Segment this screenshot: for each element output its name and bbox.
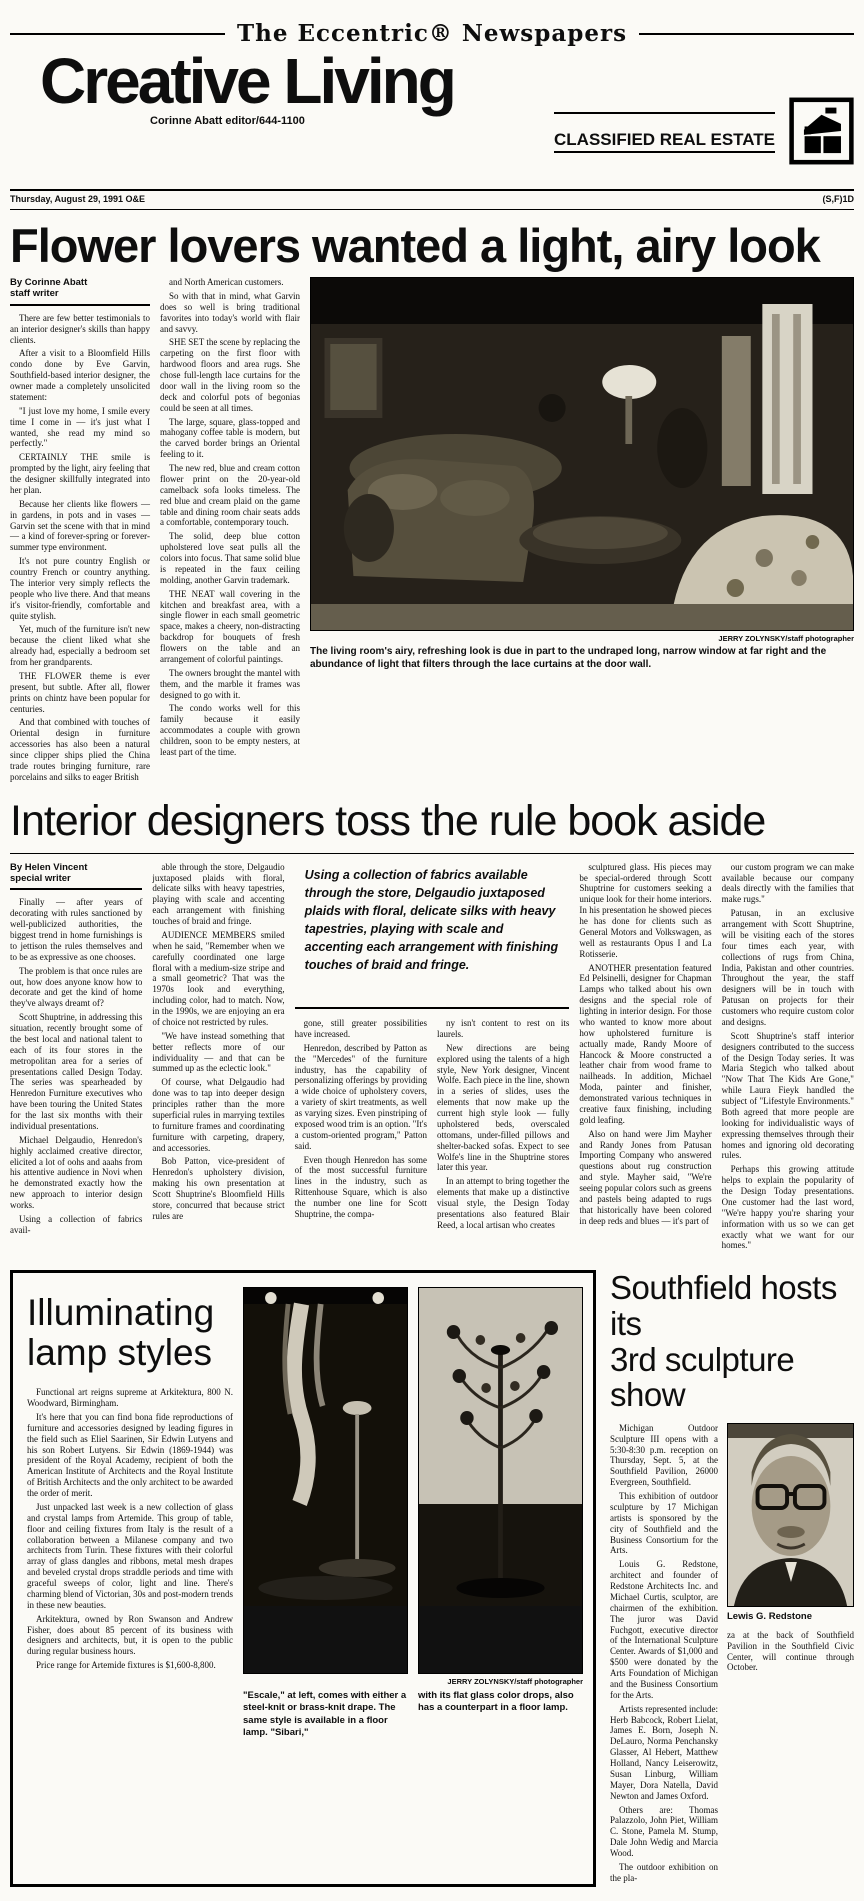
headline-line1: Illuminating xyxy=(27,1292,215,1334)
house-logo-icon xyxy=(789,83,854,179)
headline-line2: lamp styles xyxy=(27,1332,213,1374)
lamps-text-column xyxy=(27,1287,233,1674)
masthead-left xyxy=(10,45,554,127)
lampbox-grid xyxy=(27,1287,583,1739)
paragraph: Yet, much of the furniture isn't new because the client liked what she already had, especially a bedroom set from her grandparents. xyxy=(10,624,150,668)
paragraph: gone, still greater possibilities have increased. xyxy=(294,1018,427,1039)
date-line: Thursday, August 29, 1991 O&E xyxy=(10,194,146,204)
paragraph: In an attempt to bring together the elements that make up a distinctive visual style, the Design Today presentations also featured Blair Reed, a local artisan who creates xyxy=(436,1176,570,1230)
paragraph: The problem is that once rules are out, how does anyone know how to decorate and get the kind of home they've always dreamt of? xyxy=(10,965,143,1009)
paragraph: It's not pure country English or country French or country anything. The interior very simply reflects the people who live there. And that means it's visitor-friendly, comfortable and quite stylish. xyxy=(10,556,150,621)
paragraph: The outdoor exhibition on the pla- xyxy=(610,1861,718,1883)
flower-col1-text xyxy=(10,313,150,783)
paragraph: The owners brought the mantel with them, and the marble it frames was designed to go with it. xyxy=(160,667,300,700)
headline-rule-book: Interior designers toss the rule book aside xyxy=(10,796,766,845)
article-sculpture xyxy=(610,1270,854,1886)
masthead-main xyxy=(10,45,854,179)
paragraph: THE NEAT wall covering in the kitchen and breakfast area, with a single flower in each small geometric space, makes a cheery, non-distracting backdrop for bouquets of fresh flowers on the table and an arrangement of colorful paintings. xyxy=(160,588,300,664)
bottom-section xyxy=(10,1270,854,1886)
sculpture-continuation xyxy=(727,1630,854,1674)
headline-line1: Southfield hosts its xyxy=(610,1269,837,1342)
paragraph: Scott Shuptrine, in addressing this situation, recently brought some of the best local and national talent to each of its four stores in the metropolitan area for a series of presentations called Design Today. The series was spearheaded by Henredon Furniture executives who have been touring the United States for the last six months with their individual presentations. xyxy=(10,1012,143,1131)
byline-corinne-abatt xyxy=(10,277,150,306)
paragraph: There are few better testimonials to an interior designer's skills than happy clients. xyxy=(10,312,150,345)
headline-line2: 3rd sculpture show xyxy=(610,1340,795,1414)
designers-column-6 xyxy=(722,862,854,1255)
paragraph: Artists represented include: Herb Babcock, Robert Lielat, James E. Born, Joseph N. DeLauro, Norma Penchansky Glasser, Al Hebert, Matthew Holland, Nancy Leiserowitz, Susan Linburg, William Mayer, Dora Natella, David Newton and James Oxford. xyxy=(610,1703,718,1801)
paragraph: able through the store, Delgaudio juxtaposed plaids with floral, delicate silks with heavy tapestries, playing with scale and accenting each arrangement with finishing touches of braid and fringe. xyxy=(152,861,285,927)
designers-column-4 xyxy=(437,1018,569,1254)
paragraph: And that combined with touches of Oriental design in furniture accessories has also been a natural since clipper ships plied the China trade routes bringing furniture, rare porcelains and silks to eager British xyxy=(10,717,150,782)
paragraph: and North American customers. xyxy=(169,277,284,287)
paragraph: ny isn't content to rest on its laurels. xyxy=(436,1018,570,1039)
classified-real-estate-label: CLASSIFIED REAL ESTATE xyxy=(554,130,775,153)
designers-col1-text xyxy=(10,897,142,1235)
flower-photo-caption: The living room's airy, refreshing look is due in part to the undraped long, narrow window at far right and the abundance of light that filters through the lace curtains at the door wall. xyxy=(310,646,827,670)
paragraph: AUDIENCE MEMBERS smiled when he said, "Remember when we carefully coordinated one large floral with a medium-size stripe and a small geometric? That was the 1970s look and everything, including color, had to match. Now, in the 1990s, we are enjoying an era of choice not restricted by rules. xyxy=(152,929,285,1027)
living-room-photo-art xyxy=(311,278,853,630)
editor-line: Corinne Abatt editor/644-1100 xyxy=(150,115,305,127)
designers-column-1 xyxy=(10,862,142,1255)
paragraph: Michael Delgaudio, Henredon's highly acclaimed creative director, elicited a lot of oohs and aaahs from his attentive audience in Novi when he demonstrated exactly how the new approach to interior design works. xyxy=(10,1134,143,1211)
byline-role: special writer xyxy=(10,873,71,885)
paragraph: New directions are being explored using the talents of a high style, New York designer, Vincent Wolfe. Each piece in the line, shown in a series of slides, uses the elements that now make up the current high style look — fully upholstered beds, overscaled ottomans, under-filled pillows and shelter-backed sofas. Expect to see Wolfe's line in the Shuptrine stores later this year. xyxy=(436,1042,570,1173)
lamps-photo-credit: JERRY ZOLYNSKY/staff photographer xyxy=(447,1677,583,1687)
designers-col2-text xyxy=(152,862,284,1222)
article-designers-body xyxy=(10,853,854,1255)
redstone-portrait-photo xyxy=(727,1423,854,1607)
paragraph: Perhaps this growing attitude helps to explain the popularity of the Design Today presentations. One customer had the last word, "We're happy you're sharing your information with us so we can get exactly what we want for our homes." xyxy=(721,1164,854,1251)
classified-wrap xyxy=(554,112,775,150)
pull-quote: Using a collection of fabrics available through the store, Delgaudio juxtaposed plaids with floral, delicate silks with heavy tapestries, playing with scale and accenting each arrangement with finishing touches of braid and fringe. xyxy=(295,862,570,1009)
paragraph: The large, square, glass-topped and mahogany coffee table is modern, but the carved border brings an Oriental feeling to it. xyxy=(160,416,300,460)
paragraph: The condo works well for this family because it easily accommodates a couple with grown children, soon to be empty nesters, at least part of the time. xyxy=(160,703,300,757)
byline-role: staff writer xyxy=(10,288,59,300)
paragraph: This exhibition of outdoor sculpture by 17 Michigan artists is sponsored by the city of Southfield and the Business Consortium for the Arts. xyxy=(610,1491,718,1556)
paragraph: Also on hand were Jim Mayher and Randy Jones from Patusan Importing Company who answered questions about rug construction and style. Mayher said, "We're seeing popular colors such as greens and pastels being adapted to rugs that historically have been colored in deep reds and blues — it's part of xyxy=(579,1128,712,1226)
byline-name: By Helen Vincent xyxy=(10,861,88,873)
designers-column-2 xyxy=(152,862,284,1255)
paragraph: THE FLOWER theme is ever present, but subtle. After all, flower prints on chintz have been popular for centuries. xyxy=(10,670,150,714)
paragraph: Just unpacked last week is a new collection of glass and crystal lamps from Artemide. This group of table, floor and ceiling fixtures from Italy is the result of a collaboration between a Milanese company and two architects from Turin. These fixtures with their colorful array of glass dangles and ribbons, metal mesh drapes and beveled crystal drops straddle periods and time with graceful sweeps of color, light and line. There's charming blend of Victorian, 30s and post-modern trends in these new beauties. xyxy=(27,1501,233,1610)
sculpture-text-column xyxy=(610,1423,718,1887)
escale-lamp-photo-art xyxy=(244,1288,407,1606)
flower-col2-text xyxy=(160,277,300,758)
masthead-top xyxy=(10,20,854,47)
designers-column-3 xyxy=(295,1018,427,1254)
headline-sculpture-show xyxy=(610,1270,854,1413)
masthead-right xyxy=(554,49,854,179)
newspaper-name: The Eccentric® Newspapers xyxy=(236,20,628,47)
paragraph: Finally — after years of decorating with rules sanctioned by well-publicized authorities, the biggest trend in home furnishings is to jettison the rules themselves and to be as expressive as one chooses. xyxy=(10,897,143,962)
lamps-body-text xyxy=(27,1387,233,1671)
sculpture-photo-column xyxy=(727,1423,854,1887)
headline-flower-lovers: Flower lovers wanted a light, airy look xyxy=(10,219,820,272)
masthead-rule-left xyxy=(10,33,225,35)
lamps-caption-row xyxy=(243,1690,583,1739)
paragraph: "We have instead something that better reflects more of our individuality — and that can be summed up as the eclectic look." xyxy=(152,1030,285,1074)
designers-col4-text xyxy=(437,1018,569,1231)
escale-lamp-photo xyxy=(243,1287,408,1674)
paragraph: Bob Patton, vice-president of Henredon's upholstery division, making his own presentation at Scott Shuptrine's Bloomfield Hills store, concurred that because strict rules are xyxy=(152,1156,285,1221)
designers-column-5 xyxy=(579,862,711,1255)
flower-photo-block xyxy=(310,277,854,786)
masthead-rule-right xyxy=(639,33,854,35)
flower-photo-credit: JERRY ZOLYNSKY/staff photographer xyxy=(718,634,854,643)
designers-col5-text xyxy=(579,862,711,1227)
paragraph: Even though Henredon has some of the most successful furniture lines in the industry, such as Rittenhouse Square, which is also the number one line for Scott Shuptrine, the compa- xyxy=(294,1154,427,1219)
lamps-caption-left: "Escale," at left, comes with either a steel-knit or brass-knit drape. The same style is available in a floor lamp. "Sibari," xyxy=(243,1690,407,1739)
redstone-portrait-art xyxy=(728,1424,853,1606)
designers-col6-text xyxy=(722,862,854,1252)
continuation-text: za at the back of Southfield Pavilion in the Southfield Civic Center, will continue through October. xyxy=(727,1629,854,1673)
byline-name: By Corinne Abatt xyxy=(10,277,88,288)
paragraph: Functional art reigns supreme at Arkitektura, 800 N. Woodward, Birmingham. xyxy=(27,1387,233,1409)
paragraph: sculptured glass. His pieces may be special-ordered through Scott Shuptrine for customers seeking a unique look for their home interiors. In his presentation he showed pieces he has done for clients such as General Motors and Volkswagen, as well as restaurants Opus I and La Rotisserie. xyxy=(579,861,712,959)
paragraph: Others are: Thomas Palazzolo, John Piet, William C. Stone, Pamela M. Stump, Dale John Wedig and Marcia Wood. xyxy=(610,1804,718,1859)
sibari-lamp-photo-art xyxy=(419,1288,582,1606)
paragraph: Henredon, described by Patton as the "Mercedes" of the furniture industry, has the capability of personalizing offerings by providing a wide choice of upholstery covers, a variety of skirt treatments, as well as varying sizes. Even pinstriping of exposed wood trim is an option. "It's a custom-oriented program," Patton said. xyxy=(294,1042,427,1151)
page-code: (S,F)1D xyxy=(822,194,854,204)
paragraph: our custom program we can make available because our company deals directly with the families that make rugs." xyxy=(721,861,854,905)
paragraph: The solid, deep blue cotton upholstered love seat pulls all the colors into focus. That same solid blue is repeated in the faux ceiling molding, another Garvin trademark. xyxy=(160,531,300,585)
paragraph: Scott Shuptrine's staff interior designers contributed to the success of the Design Today series. It was Maria Stegich who talked about "Now That The Kids Are Gone," while Laura Fieyk handled the subject of "Lifestyle Environments." Both agreed that more people are looking for individualistic ways of expressing themselves through their homes and ignoring old decorating rules. xyxy=(721,1030,854,1161)
paragraph: SHE SET the scene by replacing the carpeting on the first floor with hardwood floors and area rugs. She chose full-length lace curtains for the door wall in the living room so the deck and colorful pots of begonias could be seen at all times. xyxy=(160,337,300,413)
paragraph: Louis G. Redstone, architect and founder of Redstone Architects Inc. and Michael Curtis, sculptor, are chairmen of the exhibition. The juror was David Fuchgott, executive director of the International Sculpture Center. Awards of $1,000 and $500 were donated by the Arts Foundation of Michigan and the Business Consortium for the Arts. xyxy=(610,1559,718,1700)
paragraph: Patusan, in an exclusive arrangement with Scott Shuptrine, will be visiting each of the stores four times each year, with collections of rugs from China, India, Pakistan and other countries. Throughout the year, the staff designers will be in touch with Patusan on projects for their customers who require custom color and designs. xyxy=(721,908,854,1027)
sculpture-body xyxy=(610,1423,854,1887)
byline-helen-vincent xyxy=(10,862,142,891)
sibari-lamp-photo xyxy=(418,1287,583,1674)
article-flower-body xyxy=(10,277,854,786)
living-room-photo xyxy=(310,277,854,631)
paragraph: Using a collection of fabrics avail- xyxy=(10,1213,143,1235)
designers-col3-text xyxy=(295,1018,427,1220)
paragraph: Of course, what Delgaudio had done was to tap into deeper design principles rather than the more superficial rules in marrying textiles to furniture frames and coordinating furniture with carpeting, drapery, and accessories. xyxy=(152,1077,285,1153)
paragraph: Because her clients like flowers — in gardens, in pots and in vases — Garvin set the scene with that in mind — a kind of forever-spring or forever-summer type environment. xyxy=(10,498,150,553)
flower-column-2 xyxy=(160,277,300,786)
paragraph: Price range for Artemide fixtures is $1,600-8,800. xyxy=(36,1660,216,1671)
paragraph: So with that in mind, what Garvin does so well is bring traditional favorites into today's world with flair and savvy. xyxy=(160,290,300,334)
paragraph: It's here that you can find bona fide reproductions of furniture and accessories designed by leading figures in the field such as Eliel Saarinen, Sir Edwin Lutyens and his son Robert Lutyens. Sir Edwin (1869-1944) was president of the Royal Academy, recipient of both the American Institute of Architects and the Royal Institute of British Architects and the only architect to be awarded the order of merit. xyxy=(27,1411,233,1499)
paragraph: Michigan Outdoor Sculpture III opens with a 5:30-8:30 p.m. reception on Thursday, Sept. 5, at the Southfield Pavilion, 26000 Evergreen, Southfield. xyxy=(610,1422,718,1488)
paragraph: CERTAINLY THE smile is prompted by the light, airy feeling that the designer skillfully integrated into her plan. xyxy=(10,452,150,495)
paragraph: Arkitektura, owned by Ron Swanson and Andrew Fisher, does about 85 percent of its business with designers and architects, but, it is open to the public during regular business hours. xyxy=(27,1613,233,1657)
article-lamps-box xyxy=(10,1270,596,1886)
lamps-caption-right: with its flat glass color drops, also has a counterpart in a floor lamp. xyxy=(418,1690,574,1714)
paragraph: "I just love my home, I smile every time I come in — it's just what I wanted, she read my mind so perfectly." xyxy=(10,405,150,449)
redstone-photo-caption: Lewis G. Redstone xyxy=(727,1610,812,1622)
date-row xyxy=(10,189,854,210)
paragraph: ANOTHER presentation featured Ed Pelsinelli, designer for Chapman Lamps who talked about his own designs and the special role of lighting in interior design. For those who wanted to know more about how upholstered furniture is actually made, Randy Moore of Hancock & Moore constructed a leather chair from wood frame to nailheads. In addition, Michael Moda, painter and finisher, demonstrated various techniques in creative faux finishing, including gold leafing. xyxy=(579,962,712,1125)
flower-column-1 xyxy=(10,277,150,786)
lamps-caption-block xyxy=(243,1674,583,1739)
headline-lamp-styles xyxy=(27,1293,233,1373)
section-title: Creative Living xyxy=(40,45,454,117)
paragraph: After a visit to a Bloomfield Hills condo done by Eve Garvin, Southfield-based interior designer, the owner made a completely unsolicited statement: xyxy=(10,348,150,402)
paragraph: The new red, blue and cream cotton flower print on the 20-year-old camelback sofa looks timeless. The red blue and cream plaid on the game table and dining room chair seats adds a comfortable, contemporary touch. xyxy=(160,463,300,528)
